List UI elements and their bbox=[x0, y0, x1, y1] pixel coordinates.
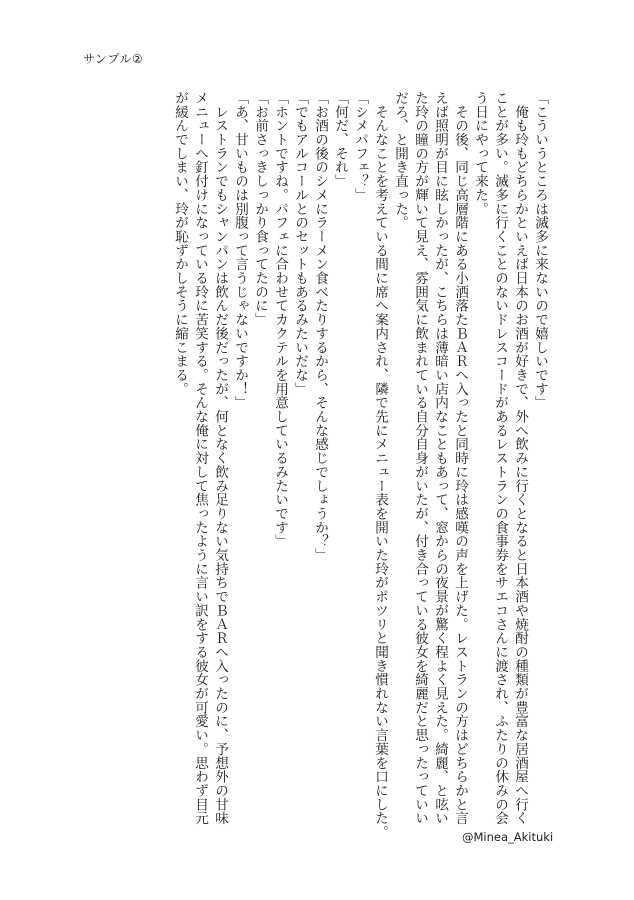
text-line: 「あ、甘いものは別腹って言うじゃないですか！」 bbox=[232, 91, 248, 410]
text-line: その後、同じ高層階にある小洒落たＢＡＲへ入ったと同時に玲は感嘆の声を上げた。レストランの方はどちらかと言 bbox=[452, 91, 468, 826]
text-line: レストランでもシャンパンは飲んだ後だったが、何となく飲み足りない気持ちでＢＡＲへ入ったのに、予想外の甘味 bbox=[212, 91, 228, 826]
text-line: ことが多い。滅多に行くことのないドレスコードがあるレストランの食事券をサエコさんに渡され、ふたりの休みの会 bbox=[492, 91, 508, 826]
text-line: えば照明が目に眩しかったが、こちらは薄暗い店内なこともあって、窓からの夜景が驚く程よく見えた。綺麗、と呟い bbox=[432, 91, 448, 826]
text-line: 「シメパフェ？」 bbox=[352, 91, 368, 202]
page-label: サンプル② bbox=[83, 52, 144, 66]
text-line: が緩んでしまい、玲が恥ずかしそうに縮こまる。 bbox=[172, 91, 188, 396]
text-line: 「でもアルコールとのセットもあるみたいだな」 bbox=[292, 91, 308, 396]
text-line: 「ホントですね。パフェに合わせてカクテルを用意しているみたいです」 bbox=[272, 91, 288, 549]
text-line: 「お酒の後のシメにラーメン食べたりするから、そんな感じでしょうか？」 bbox=[312, 91, 328, 562]
text-line: そんなことを考えている間に席へ案内され、隣で先にメニュー表を開いた玲がポツリと聞き慣れない言葉を口にした。 bbox=[372, 91, 388, 839]
text-line: た玲の瞳の方が輝いて見え、雰囲気に飲まれている自分自身がいたが、付き合っている彼女を綺麗だと思ったっていい bbox=[412, 91, 428, 826]
text-line: だろ、と開き直った。 bbox=[392, 91, 408, 230]
text-line: 「こういうところは滅多に来ないので嬉しいです」 bbox=[532, 91, 548, 410]
author-credit: @Minea_Akituki bbox=[462, 830, 554, 844]
text-line: 「お前さっきしっかり食ってたのに」 bbox=[252, 91, 268, 327]
text-line: う日にやって来た。 bbox=[472, 91, 488, 216]
text-line: 俺も玲もどちらかといえば日本のお酒が好きで、外へ飲みに行くとなると日本酒や焼酎の種類が豊富な居酒屋へ行く bbox=[512, 91, 528, 826]
text-line: メニューへ釘付けになっている玲に苦笑する。そんな俺に対して焦ったように言い訳をする彼女が可愛い。思わず目元 bbox=[192, 91, 208, 826]
text-line: 「何だ、それ」 bbox=[332, 91, 348, 188]
